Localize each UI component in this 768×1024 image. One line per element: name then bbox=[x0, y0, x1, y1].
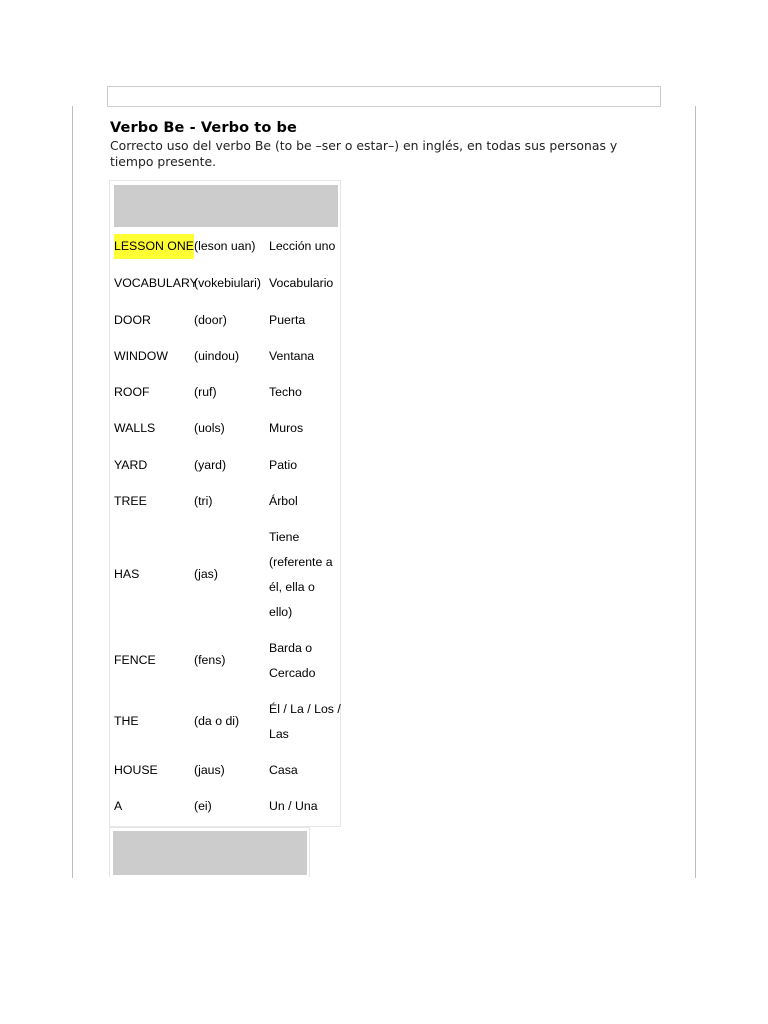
english-word: HAS bbox=[114, 567, 140, 581]
table-header-placeholder bbox=[114, 185, 338, 227]
spanish-translation: Muros bbox=[269, 421, 304, 435]
pronunciation: (vokebiulari) bbox=[194, 276, 261, 290]
spanish-translation: Lección uno bbox=[269, 239, 336, 253]
table-row bbox=[110, 228, 340, 265]
spanish-translation: Tiene (referente a él, ella o ello) bbox=[269, 529, 333, 619]
table-row bbox=[110, 374, 340, 410]
right-border-line bbox=[695, 106, 696, 878]
table-row bbox=[110, 302, 340, 338]
table-row bbox=[110, 338, 340, 374]
english-word: WINDOW bbox=[114, 348, 168, 363]
page-description: Correcto uso del verbo Be (to be –ser o estar–) en inglés, en todas sus personas y tiempo presente. bbox=[110, 138, 618, 169]
table-row bbox=[110, 447, 340, 483]
english-word: ROOF bbox=[114, 384, 150, 399]
pronunciation: (ruf) bbox=[194, 384, 217, 399]
pronunciation: (yard) bbox=[194, 457, 227, 472]
vocabulary-rows bbox=[110, 228, 340, 824]
english-word: TREE bbox=[114, 493, 147, 508]
table-row bbox=[110, 519, 340, 630]
spanish-translation: Vocabulario bbox=[269, 276, 334, 290]
english-word: WALLS bbox=[114, 421, 156, 435]
vocabulary-table bbox=[109, 180, 341, 827]
pronunciation: (fens) bbox=[194, 653, 226, 667]
pronunciation: (ei) bbox=[194, 798, 212, 813]
table-row bbox=[110, 788, 340, 824]
pronunciation: (door) bbox=[194, 312, 227, 327]
english-word: FENCE bbox=[114, 653, 156, 667]
pronunciation: (tri) bbox=[194, 493, 213, 508]
spanish-translation: Árbol bbox=[269, 493, 298, 508]
top-empty-box bbox=[107, 86, 661, 107]
spanish-translation: Techo bbox=[269, 384, 302, 399]
table-row bbox=[110, 752, 340, 788]
spanish-translation: Él / La / Los / Las bbox=[269, 701, 341, 741]
spanish-translation: Un / Una bbox=[269, 798, 318, 813]
english-word: DOOR bbox=[114, 312, 151, 327]
table-row bbox=[110, 265, 340, 302]
english-word: LESSON ONE bbox=[114, 234, 194, 259]
spanish-translation: Puerta bbox=[269, 312, 306, 327]
spanish-translation: Barda o Cercado bbox=[269, 640, 316, 680]
spanish-translation: Patio bbox=[269, 457, 298, 472]
pronunciation: (leson uan) bbox=[194, 239, 256, 253]
pronunciation: (da o di) bbox=[194, 714, 240, 728]
table-row bbox=[110, 691, 340, 752]
english-word: A bbox=[114, 798, 123, 813]
english-word: VOCABULARY bbox=[114, 276, 198, 290]
second-table-header-placeholder bbox=[113, 831, 307, 875]
table-row bbox=[110, 483, 340, 519]
pronunciation: (uols) bbox=[194, 421, 225, 435]
english-word: HOUSE bbox=[114, 762, 158, 777]
english-word: THE bbox=[114, 714, 139, 728]
table-row bbox=[110, 410, 340, 447]
spanish-translation: Ventana bbox=[269, 348, 315, 363]
table-row bbox=[110, 630, 340, 691]
pronunciation: (uindou) bbox=[194, 348, 240, 363]
left-border-line bbox=[72, 106, 73, 878]
pronunciation: (jaus) bbox=[194, 762, 225, 777]
pronunciation: (jas) bbox=[194, 567, 218, 581]
spanish-translation: Casa bbox=[269, 762, 298, 777]
english-word: YARD bbox=[114, 457, 148, 472]
page-title: Verbo Be - Verbo to be bbox=[110, 120, 297, 136]
